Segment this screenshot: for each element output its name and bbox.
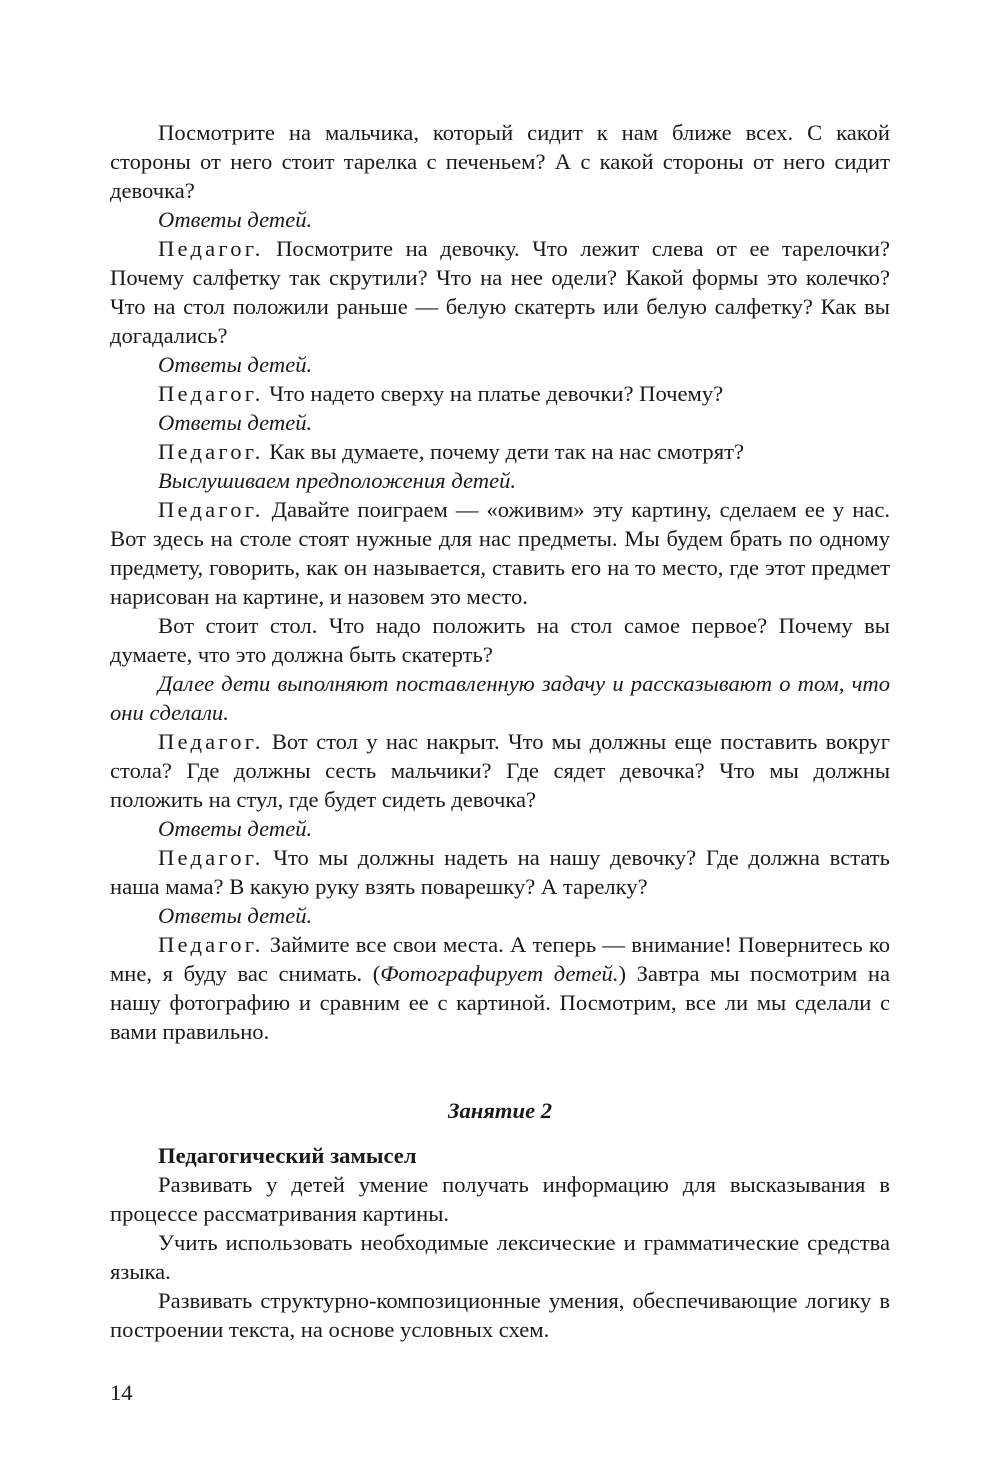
speaker-text: Как вы думаете, почему дети так на нас смотрят? xyxy=(263,439,745,464)
speaker-label: Педагог. xyxy=(158,497,264,522)
speaker-label: Педагог. xyxy=(158,439,264,464)
section-subtitle: Педагогический замысел xyxy=(158,1143,417,1168)
children-answers: Ответы детей. xyxy=(158,816,313,841)
speaker-label: Педагог. xyxy=(158,236,264,261)
paragraph: Посмотрите на мальчика, который сидит к нам ближе всех. С какой стороны от него стоит тарелка с печеньем? А с какой стороны от него сидит девочка? xyxy=(110,120,890,203)
speaker-label: Педагог. xyxy=(158,932,264,957)
speaker-label: Педагог. xyxy=(158,729,264,754)
paragraph: Вот стоит стол. Что надо положить на стол самое первое? Почему вы думаете, что это должна быть скатерть? xyxy=(110,613,890,667)
page-body xyxy=(110,118,890,1344)
speaker-text: Вот стол у нас накрыт. Что мы должны еще поставить вокруг стола? Где должны сесть мальчики? Где сядет девочка? Что мы должны положить на стул, где будет сидеть девочка? xyxy=(110,729,890,812)
section-title: Занятие 2 xyxy=(447,1098,553,1123)
paragraph xyxy=(110,843,890,901)
speaker-label: Педагог. xyxy=(158,381,264,406)
stage-direction: Выслушиваем предположения детей. xyxy=(158,468,517,493)
goal-item: Развивать структурно-композиционные умения, обеспечивающие логику в построении текста, на основе условных схем. xyxy=(110,1288,890,1342)
speaker-text: Займите все свои места. А теперь — внимание! Повернитесь ко мне, я буду вас снимать. ( xyxy=(110,932,890,986)
children-answers: Ответы детей. xyxy=(158,903,313,928)
speaker-label: Педагог. xyxy=(158,845,264,870)
speaker-text: Посмотрите на девочку. Что лежит слева от ее тарелочки? Почему салфетку так скрутили? Что на нее одели? Какой формы это колечко? Что на стол положили раньше — белую скатерть или белую салфетку? Как вы догадались? xyxy=(110,236,890,348)
goal-item: Развивать у детей умение получать информацию для высказывания в процессе рассматривания картины. xyxy=(110,1172,890,1226)
paragraph xyxy=(110,379,890,408)
page-number: 14 xyxy=(110,1380,133,1405)
children-answers: Ответы детей. xyxy=(158,352,313,377)
paragraph xyxy=(110,437,890,466)
paragraph xyxy=(110,234,890,350)
speaker-text: Что мы должны надеть на нашу девочку? Где должна встать наша мама? В какую руку взять поварешку? А тарелку? xyxy=(110,845,890,899)
paragraph xyxy=(110,495,890,611)
speaker-text: Давайте поиграем — «оживим» эту картину, сделаем ее у нас. Вот здесь на столе стоят нужные для нас предметы. Мы будем брать по одному предмету, говорить, как он называется, ставить его на то место, где этот предмет нарисован на картине, и назовем это место. xyxy=(110,497,890,609)
children-answers: Ответы детей. xyxy=(158,410,313,435)
paragraph xyxy=(110,930,890,1046)
speaker-text-italic: Фотографирует детей. xyxy=(380,961,619,986)
speaker-text: ) Завтра мы посмотрим на нашу фотографию и сравним ее с картиной. Посмотрим, все ли мы сделали с вами правильно. xyxy=(110,961,890,1044)
speaker-text: Что надето сверху на платье девочки? Почему? xyxy=(263,381,724,406)
children-answers: Ответы детей. xyxy=(158,207,313,232)
goal-item: Учить использовать необходимые лексические и грамматические средства языка. xyxy=(110,1230,890,1284)
stage-direction: Далее дети выполняют поставленную задачу и рассказывают о том, что они сделали. xyxy=(110,671,890,725)
paragraph xyxy=(110,727,890,814)
